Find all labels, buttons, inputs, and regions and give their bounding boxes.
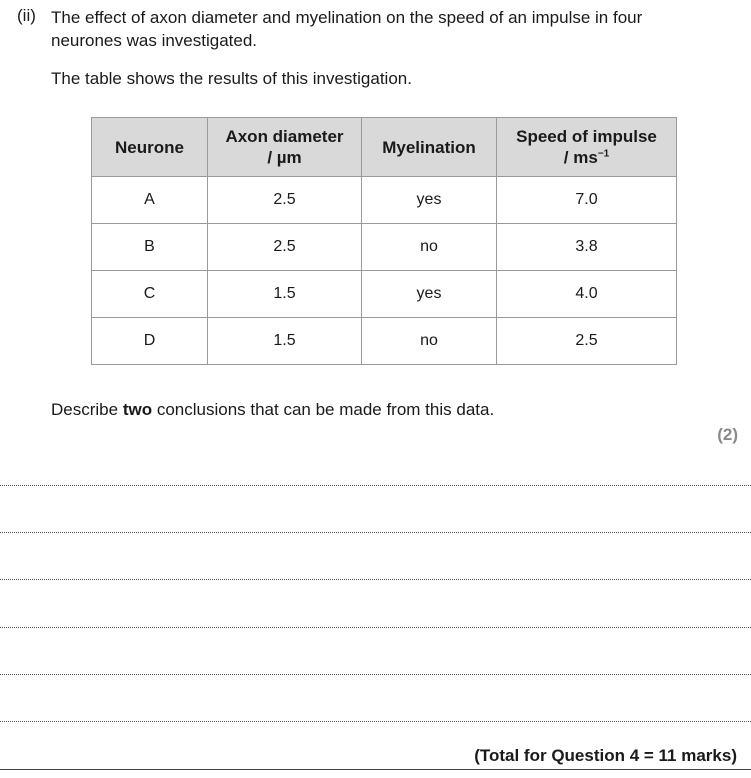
table-row <box>92 318 677 365</box>
answer-line[interactable] <box>0 627 751 628</box>
cell-myelination: yes <box>362 177 497 224</box>
cell-speed: 7.0 <box>497 177 677 224</box>
cell-diameter: 2.5 <box>208 177 362 224</box>
cell-speed: 2.5 <box>497 318 677 365</box>
cell-myelination: no <box>362 224 497 271</box>
table-row <box>92 271 677 318</box>
header-myelination: Myelination <box>362 118 497 177</box>
header-axon-diameter-label: Axon diameter <box>225 127 344 146</box>
cell-neurone: B <box>92 224 208 271</box>
header-speed-unit: / ms <box>563 148 598 167</box>
table-row <box>92 224 677 271</box>
cell-neurone: D <box>92 318 208 365</box>
cell-neurone: A <box>92 177 208 224</box>
divider <box>0 769 751 770</box>
header-axon-diameter-unit: / µm <box>267 148 302 167</box>
cell-myelination: yes <box>362 271 497 318</box>
answer-line[interactable] <box>0 532 751 533</box>
answer-line[interactable] <box>0 485 751 486</box>
answer-line[interactable] <box>0 674 751 675</box>
header-speed-label: Speed of impulse <box>516 127 657 146</box>
table-row <box>92 177 677 224</box>
marks-available: (2) <box>717 425 738 444</box>
cell-diameter: 1.5 <box>208 318 362 365</box>
header-speed-unit-exponent: −1 <box>597 148 610 160</box>
header-speed <box>497 118 677 177</box>
cell-diameter: 1.5 <box>208 271 362 318</box>
total-marks: (Total for Question 4 = 11 marks) <box>474 746 737 765</box>
cell-neurone: C <box>92 271 208 318</box>
prompt-emphasis: two <box>122 400 153 419</box>
prompt-text-before: Describe <box>51 400 123 419</box>
table-header-row <box>92 118 677 177</box>
answer-line[interactable] <box>0 579 751 580</box>
question-prompt <box>51 400 494 420</box>
table-intro: The table shows the results of this investigation. <box>51 69 412 88</box>
prompt-text-after: conclusions that can be made from this data. <box>152 400 495 419</box>
question-text: The effect of axon diameter and myelination on the speed of an impulse in four neurones was investigated. <box>51 8 643 50</box>
question-number: (ii) <box>17 6 36 25</box>
results-table <box>91 117 677 365</box>
header-neurone: Neurone <box>92 118 208 177</box>
cell-diameter: 2.5 <box>208 224 362 271</box>
cell-myelination: no <box>362 318 497 365</box>
cell-speed: 4.0 <box>497 271 677 318</box>
cell-speed: 3.8 <box>497 224 677 271</box>
answer-line[interactable] <box>0 721 751 722</box>
header-axon-diameter <box>208 118 362 177</box>
